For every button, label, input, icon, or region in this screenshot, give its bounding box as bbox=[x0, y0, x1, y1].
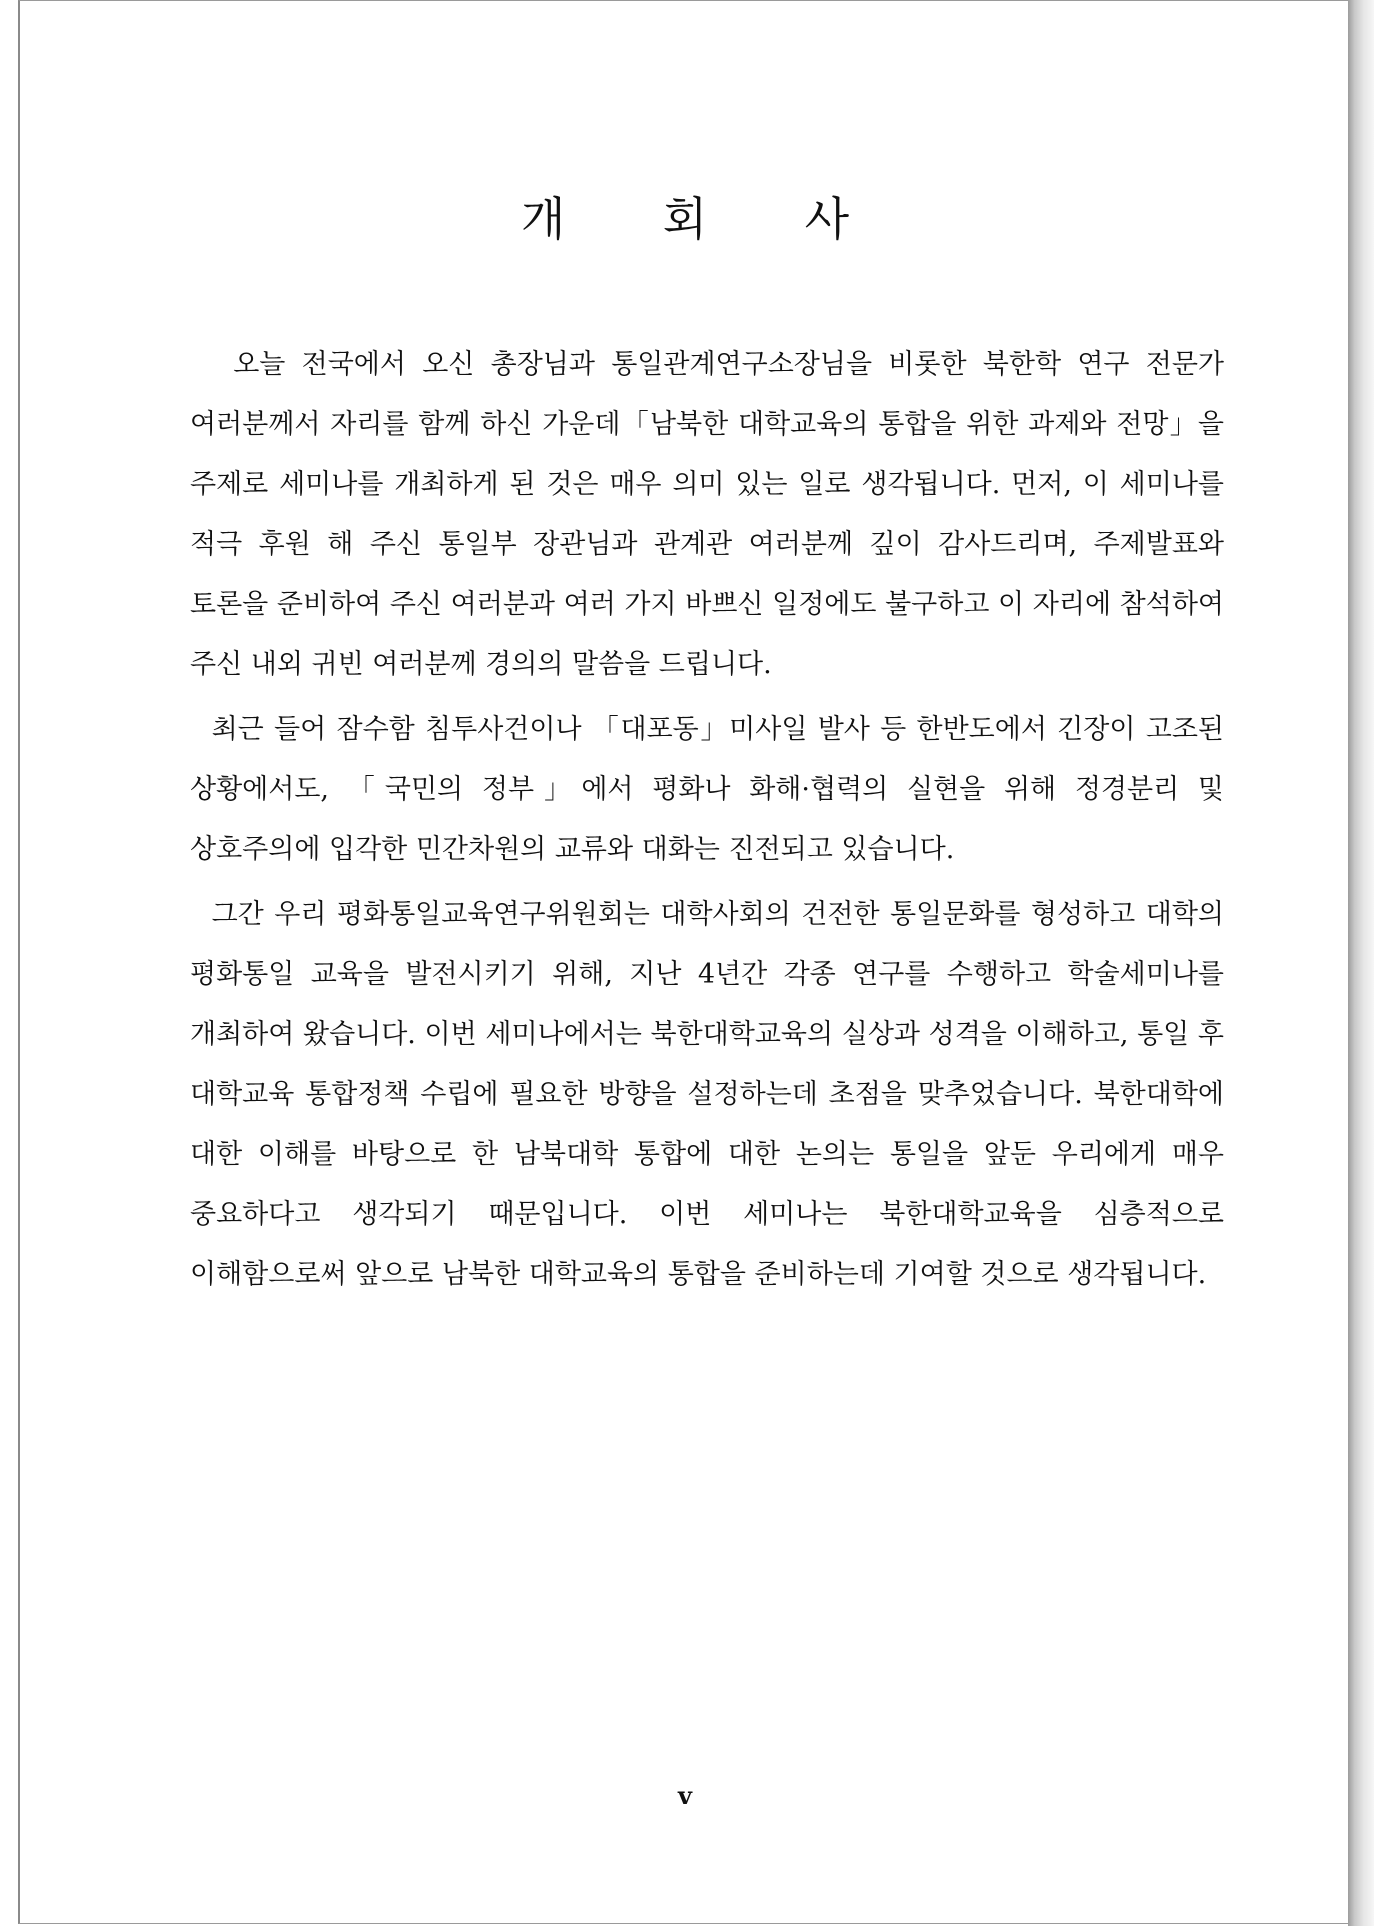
page-title: 개 회 사 bbox=[520, 192, 891, 246]
paragraph-committee: 그간 우리 평화통일교육연구위원회는 대학사회의 건전한 통일문화를 형성하고 대학의 평화통일 교육을 발전시키기 위해, 지난 4년간 각종 연구를 수행하고 학술세미나를 개최하여 왔습니다. 이번 세미나에서는 북한대학교육의 실상과 성격을 이해하고, 통일 후 대학교육 통합정책 수립에 필요한 방향을 설정하는데 초점을 맞추었습니다. 북한대학에 대한 이해를 바탕으로 한 남북대학 통합에 대한 논의는 통일을 앞둔 우리에게 매우 중요하다고 생각되기 때문입니다. 이번 세미나는 북한대학교육을 심층적으로 이해함으로써 앞으로 남북한 대학교육의 통합을 준비하는데 기여할 것으로 생각됩니다. bbox=[190, 899, 1224, 1290]
paragraph-situation: 최근 들어 잠수함 침투사건이나 「대포동」미사일 발사 등 한반도에서 긴장이 고조된 상황에서도, 「국민의 정부」에서 평화나 화해·협력의 실현을 위해 정경분리 및 상호주의에 입각한 민간차원의 교류와 대화는 진전되고 있습니다. bbox=[190, 714, 1224, 865]
page-number: v bbox=[678, 1781, 692, 1810]
page-edge-shadow bbox=[1348, 0, 1374, 1926]
document-page bbox=[18, 0, 1348, 1924]
body-text bbox=[190, 335, 1224, 1305]
paragraph-opening: 오늘 전국에서 오신 총장님과 통일관계연구소장님을 비롯한 북한학 연구 전문가 여러분께서 자리를 함께 하신 가운데「남북한 대학교육의 통합을 위한 과제와 전망」을 주제로 세미나를 개최하게 된 것은 매우 의미 있는 일로 생각됩니다. 먼저, 이 세미나를 적극 후원 해 주신 통일부 장관님과 관계관 여러분께 깊이 감사드리며, 주제발표와 토론을 준비하여 주신 여러분과 여러 가지 바쁘신 일정에도 불구하고 이 자리에 참석하여 주신 내외 귀빈 여러분께 경의의 말씀을 드립니다. bbox=[190, 349, 1224, 680]
